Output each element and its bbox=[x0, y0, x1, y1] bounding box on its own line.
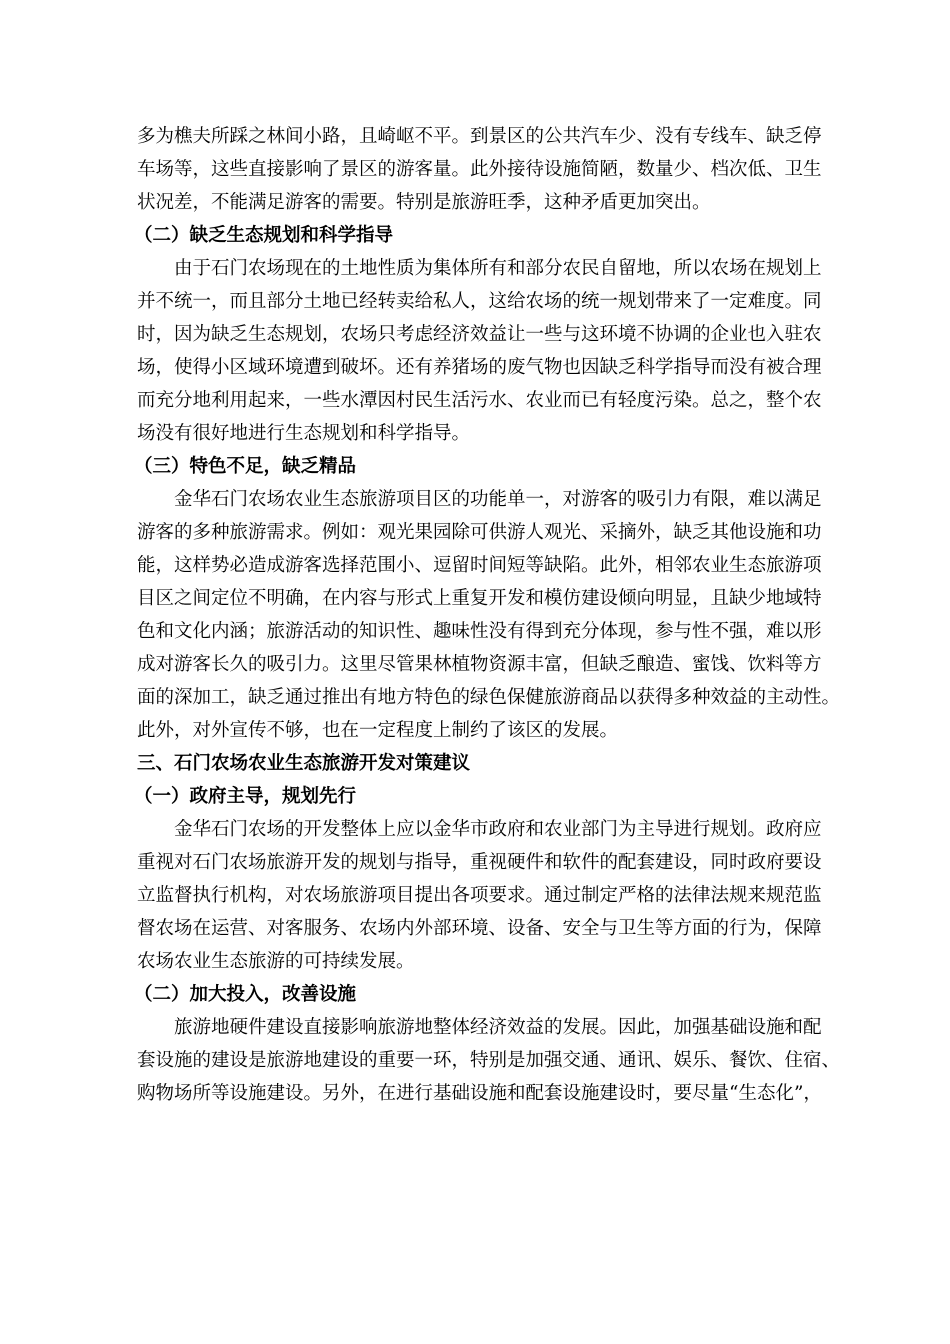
section-title: 加大投入，改善设施 bbox=[189, 984, 357, 1005]
text-line: 购物场所等设施建设。另外，在进行基础设施和配套设施建设时，要尽量“生态化”， bbox=[137, 1083, 822, 1104]
text-line: 重视对石门农场旅游开发的规划与指导，重视硬件和软件的配套建设，同时政府要设 bbox=[137, 852, 822, 873]
chapter-heading: 三、石门农场农业生态旅游开发对策建议 bbox=[137, 753, 471, 774]
section-title: 政府主导，规划先行 bbox=[189, 786, 357, 807]
text-line: 金华石门农场的开发整体上应以金华市政府和农业部门为主导进行规划。政府应 bbox=[174, 819, 822, 840]
body-paragraph bbox=[137, 1011, 847, 1110]
text-line: 时，因为缺乏生态规划，农场只考虑经济效益让一些与这环境不协调的企业也入驻农 bbox=[137, 324, 822, 345]
text-line: 农场农业生态旅游的可持续发展。 bbox=[137, 951, 415, 972]
section-heading bbox=[134, 780, 847, 813]
text-line: 车场等，这些直接影响了景区的游客量。此外接待设施简陋，数量少、档次低、卫生 bbox=[137, 159, 822, 180]
section-heading: （三）特色不足，缺乏精品 bbox=[134, 456, 357, 477]
text-line: 场，使得小区域环境遭到破坏。还有养猪场的废气物也因缺乏科学指导而没有被合理 bbox=[137, 357, 822, 378]
text-line: 而充分地利用起来，一些水潭因村民生活污水、农业而已有轻度污染。总之，整个农 bbox=[137, 390, 822, 411]
text-line: 状况差，不能满足游客的需要。特别是旅游旺季，这种矛盾更加突出。 bbox=[137, 192, 711, 213]
text-line: 督农场在运营、对客服务、农场内外部环境、设备、安全与卫生等方面的行为，保障 bbox=[137, 918, 822, 939]
text-line: 旅游地硬件建设直接影响旅游地整体经济效益的发展。因此，加强基础设施和配 bbox=[174, 1017, 822, 1038]
section-heading bbox=[134, 978, 847, 1011]
text-line: 套设施的建设是旅游地建设的重要一环，特别是加强交通、通讯、娱乐、餐饮、住宿、 bbox=[137, 1050, 841, 1071]
text-line: 多为樵夫所踩之林间小路，且崎岖不平。到景区的公共汽车少、没有专线车、缺乏停 bbox=[137, 126, 822, 147]
text-line: 立监督执行机构，对农场旅游项目提出各项要求。通过制定严格的法律法规来规范监 bbox=[137, 885, 822, 906]
text-line: 面的深加工，缺乏通过推出有地方特色的绿色保健旅游商品以获得多种效益的主动性。 bbox=[137, 687, 841, 708]
text-line: 色和文化内涵；旅游活动的知识性、趣味性没有得到充分体现，参与性不强，难以形 bbox=[137, 621, 822, 642]
document-page bbox=[134, 120, 847, 1110]
text-line: 由于石门农场现在的土地性质为集体所有和部分农民自留地，所以农场在规划上 bbox=[174, 258, 822, 279]
text-line: 能，这样势必造成游客选择范围小、逗留时间短等缺陷。此外，相邻农业生态旅游项 bbox=[137, 555, 822, 576]
text-line: 游客的多种旅游需求。例如：观光果园除可供游人观光、采摘外，缺乏其他设施和功 bbox=[137, 522, 822, 543]
body-paragraph bbox=[137, 252, 847, 450]
body-paragraph bbox=[137, 813, 847, 978]
text-line: 成对游客长久的吸引力。这里尽管果林植物资源丰富，但缺乏酿造、蜜饯、饮料等方 bbox=[137, 654, 822, 675]
section-number: （二） bbox=[134, 984, 190, 1005]
text-line: 场没有很好地进行生态规划和科学指导。 bbox=[137, 423, 471, 444]
text-line: 并不统一，而且部分土地已经转卖给私人，这给农场的统一规划带来了一定难度。同 bbox=[137, 291, 822, 312]
text-line: 金华石门农场农业生态旅游项目区的功能单一，对游客的吸引力有限，难以满足 bbox=[174, 489, 822, 510]
section-heading: （二）缺乏生态规划和科学指导 bbox=[134, 225, 394, 246]
body-paragraph bbox=[137, 483, 847, 747]
text-line: 目区之间定位不明确，在内容与形式上重复开发和模仿建设倾向明显，且缺少地域特 bbox=[137, 588, 822, 609]
section-number: （一） bbox=[134, 786, 190, 807]
text-line: 此外，对外宣传不够，也在一定程度上制约了该区的发展。 bbox=[137, 720, 619, 741]
continuation-paragraph bbox=[137, 120, 847, 219]
